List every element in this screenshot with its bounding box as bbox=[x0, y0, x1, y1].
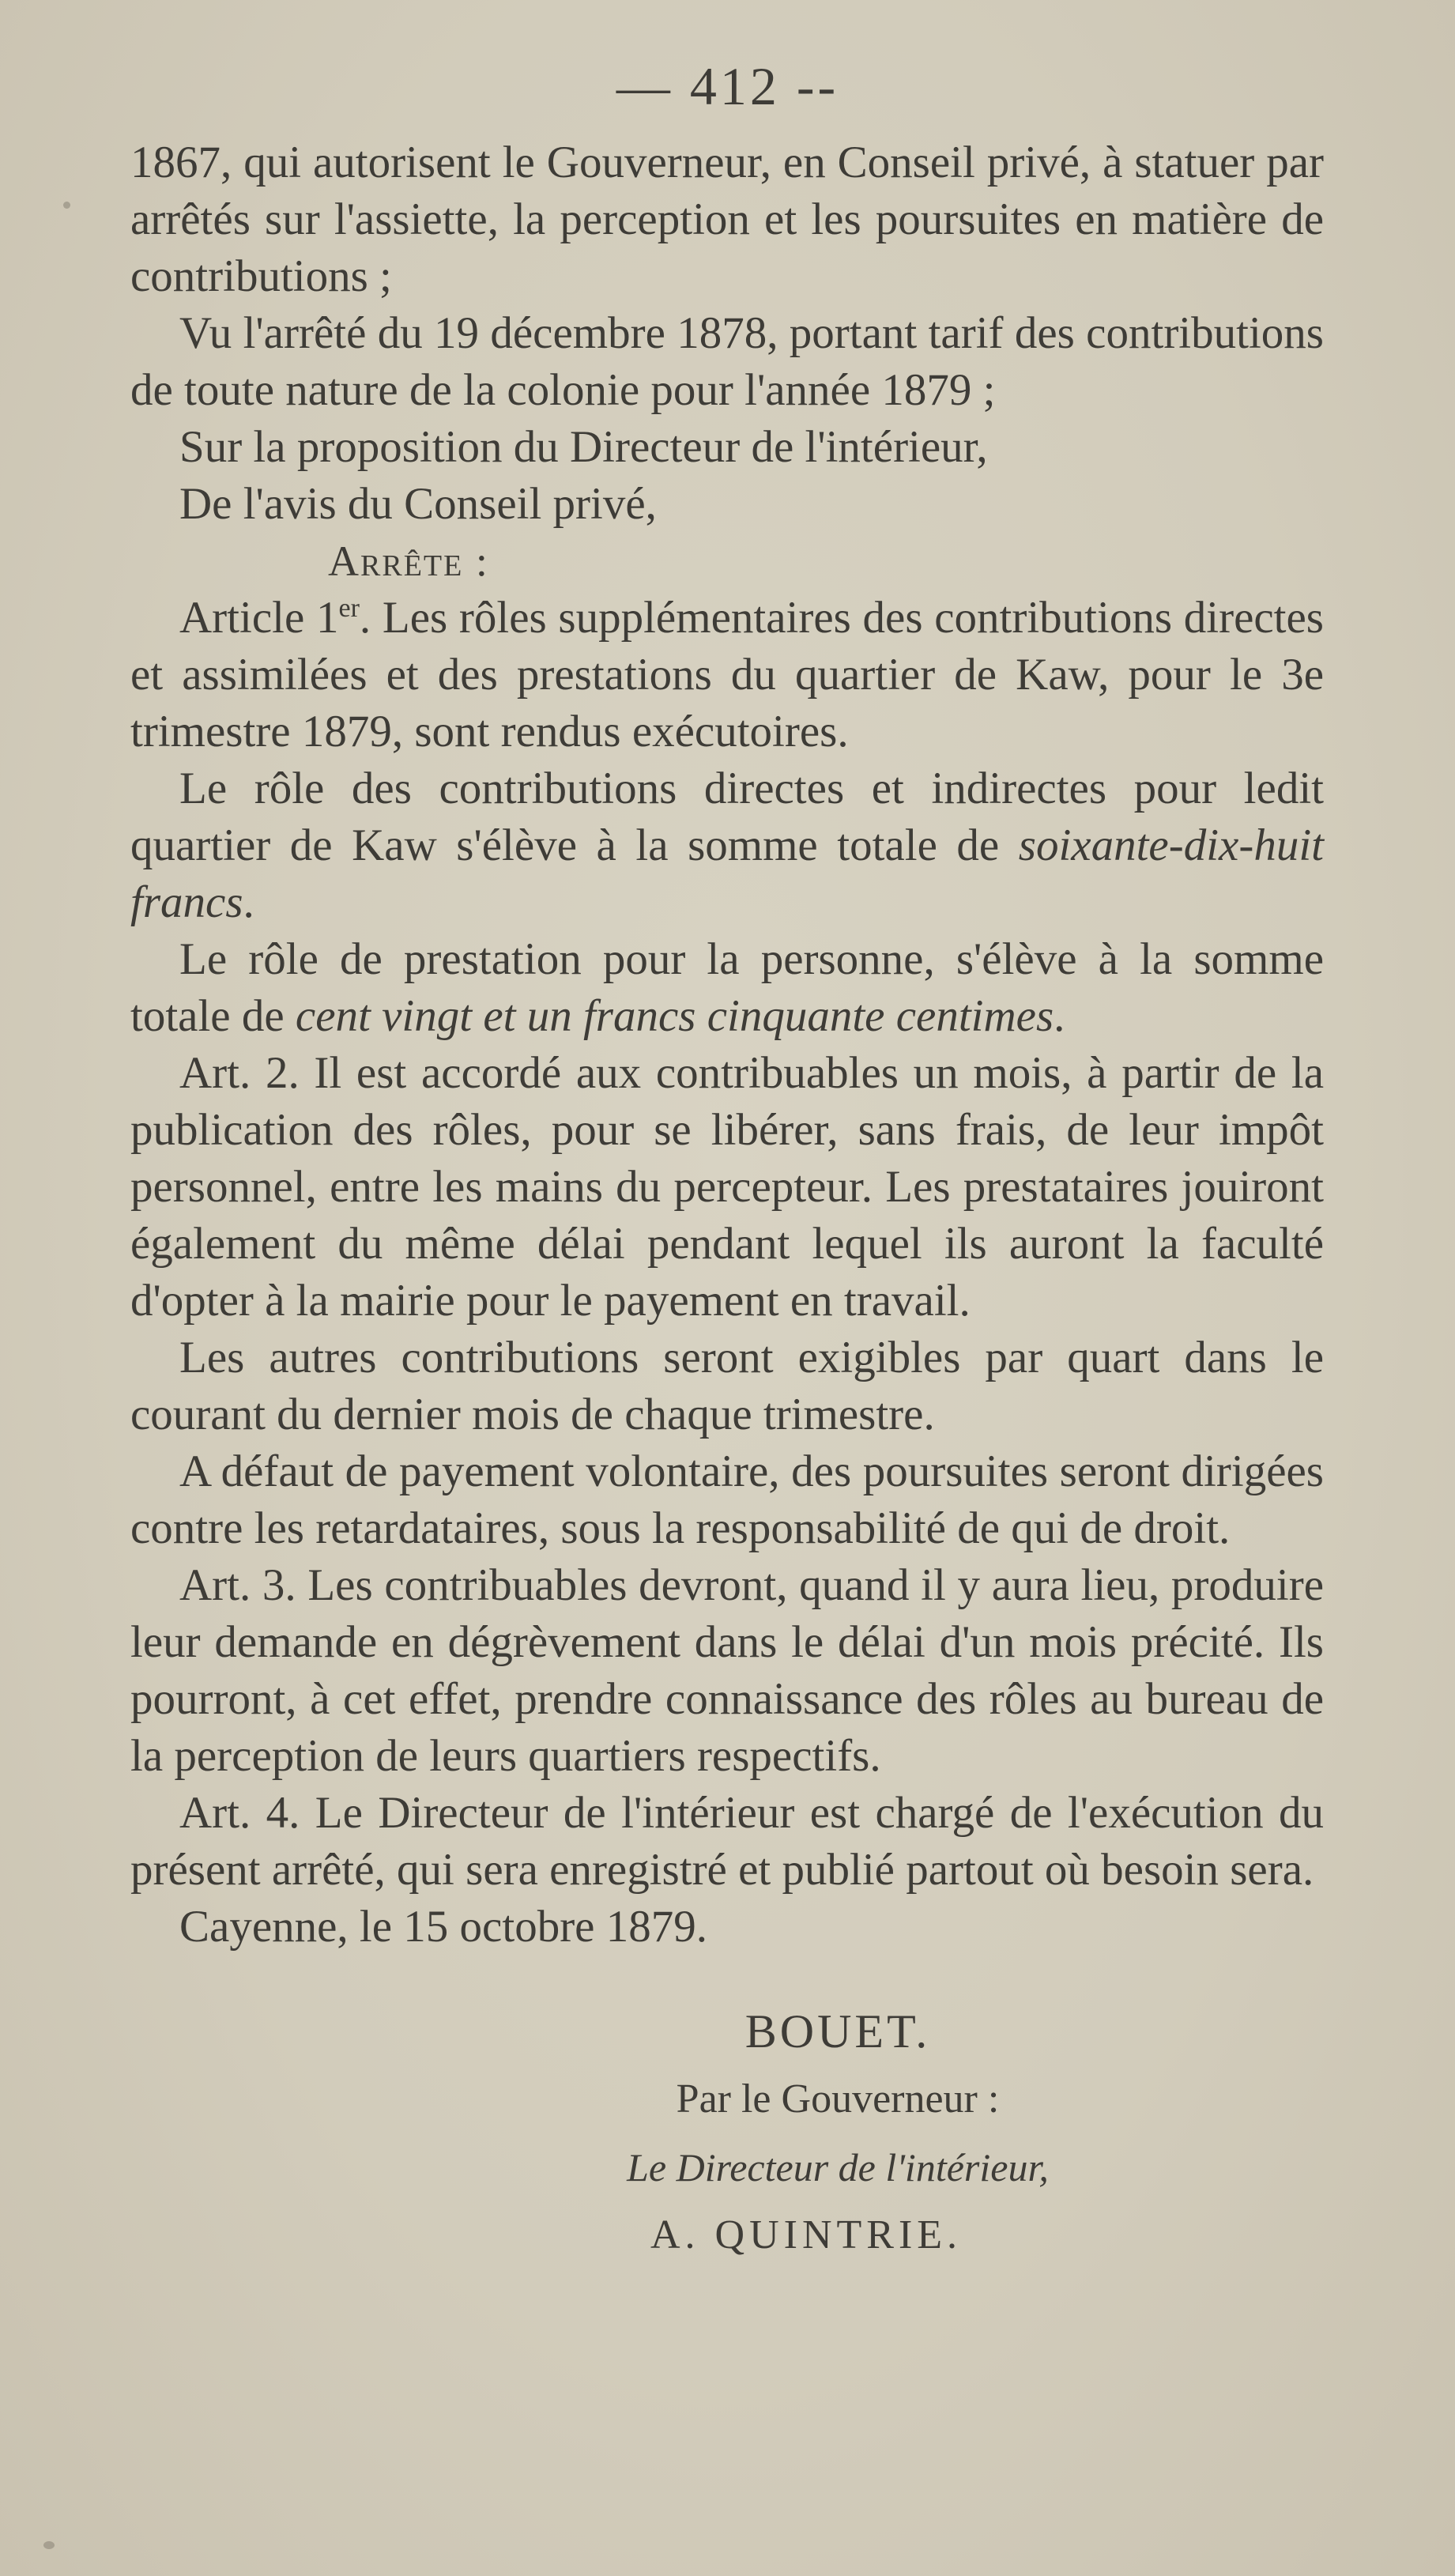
arrete-heading: Arrête : bbox=[328, 537, 489, 585]
article-1-text: . Les rôles supplémentaires des contributions directes et assimilées et des prestations du quartier de Kaw, pour le 3e trimestre 1879, sont rendus exécutoires. bbox=[130, 593, 1324, 756]
paragraph-proposition: Sur la proposition du Directeur de l'intérieur, bbox=[179, 422, 988, 472]
signature-signer: A. QUINTRIE. bbox=[650, 2212, 963, 2257]
signature-title: Le Directeur de l'intérieur, bbox=[627, 2145, 1049, 2189]
page-number: — 412 -- bbox=[616, 56, 839, 116]
role-contributions-amount: soixante-dix-huit francs bbox=[130, 820, 1324, 927]
role-contributions-after: . bbox=[243, 877, 254, 927]
paragraph-preamble: 1867, qui autorisent le Gouverneur, en Conseil privé, à statuer par arrêtés sur l'assiette, la perception et les poursuites en matière de contributions ; bbox=[130, 138, 1324, 301]
place-date: Cayenne, le 15 octobre 1879. bbox=[179, 1902, 707, 1952]
article-2-poursuites: A défaut de payement volontaire, des poursuites seront dirigées contre les retardataires, sous la responsabilité de qui de droit. bbox=[130, 1446, 1324, 1553]
paper-speck bbox=[63, 202, 70, 209]
article-1 bbox=[130, 590, 1324, 760]
signature-by: Par le Gouverneur : bbox=[676, 2076, 1000, 2122]
article-2-exigibles: Les autres contributions seront exigibles par quart dans le courant du dernier mois de chaque trimestre. bbox=[130, 1333, 1324, 1439]
role-prestation-amount: cent vingt et un francs cinquante centimes bbox=[295, 991, 1054, 1041]
article-3: Art. 3. Les contribuables devront, quand il y aura lieu, produire leur demande en dégrèvement dans le délai d'un mois précité. Ils pourront, à cet effet, prendre connaissance des rôles au bureau de la perception de leurs quartiers respectifs. bbox=[130, 1560, 1324, 1781]
signature-name: BOUET. bbox=[744, 2005, 931, 2057]
document-body bbox=[130, 134, 1324, 2264]
paragraph-role-contributions bbox=[130, 760, 1324, 931]
role-prestation-after: . bbox=[1054, 991, 1065, 1041]
article-4: Art. 4. Le Directeur de l'intérieur est chargé de l'exécution du présent arrêté, qui sera enregistré et publié partout où besoin sera. bbox=[130, 1788, 1324, 1895]
role-prestation-before: Le rôle de prestation pour la personne, s'élève à la somme totale de bbox=[130, 934, 1324, 1041]
paragraph-role-prestation bbox=[130, 931, 1324, 1045]
paragraph-vu-arrete: Vu l'arrêté du 19 décembre 1878, portant tarif des contributions de toute nature de la colonie pour l'année 1879 ; bbox=[130, 308, 1324, 415]
article-2: Art. 2. Il est accordé aux contribuables un mois, à partir de la publication des rôles, pour se libérer, sans frais, de leur impôt personnel, entre les mains du percepteur. Les prestataires jouiront également du même délai pendant lequel ils auront la faculté d'opter à la mairie pour le payement en travail. bbox=[130, 1048, 1324, 1326]
role-contributions-before: Le rôle des contributions directes et indirectes pour ledit quartier de Kaw s'élève à la somme totale de bbox=[130, 764, 1324, 870]
article-1-prefix: Article 1 bbox=[179, 593, 339, 643]
paper-speck bbox=[43, 2541, 55, 2549]
paragraph-avis: De l'avis du Conseil privé, bbox=[179, 479, 657, 529]
article-1-sup: er bbox=[338, 594, 360, 623]
